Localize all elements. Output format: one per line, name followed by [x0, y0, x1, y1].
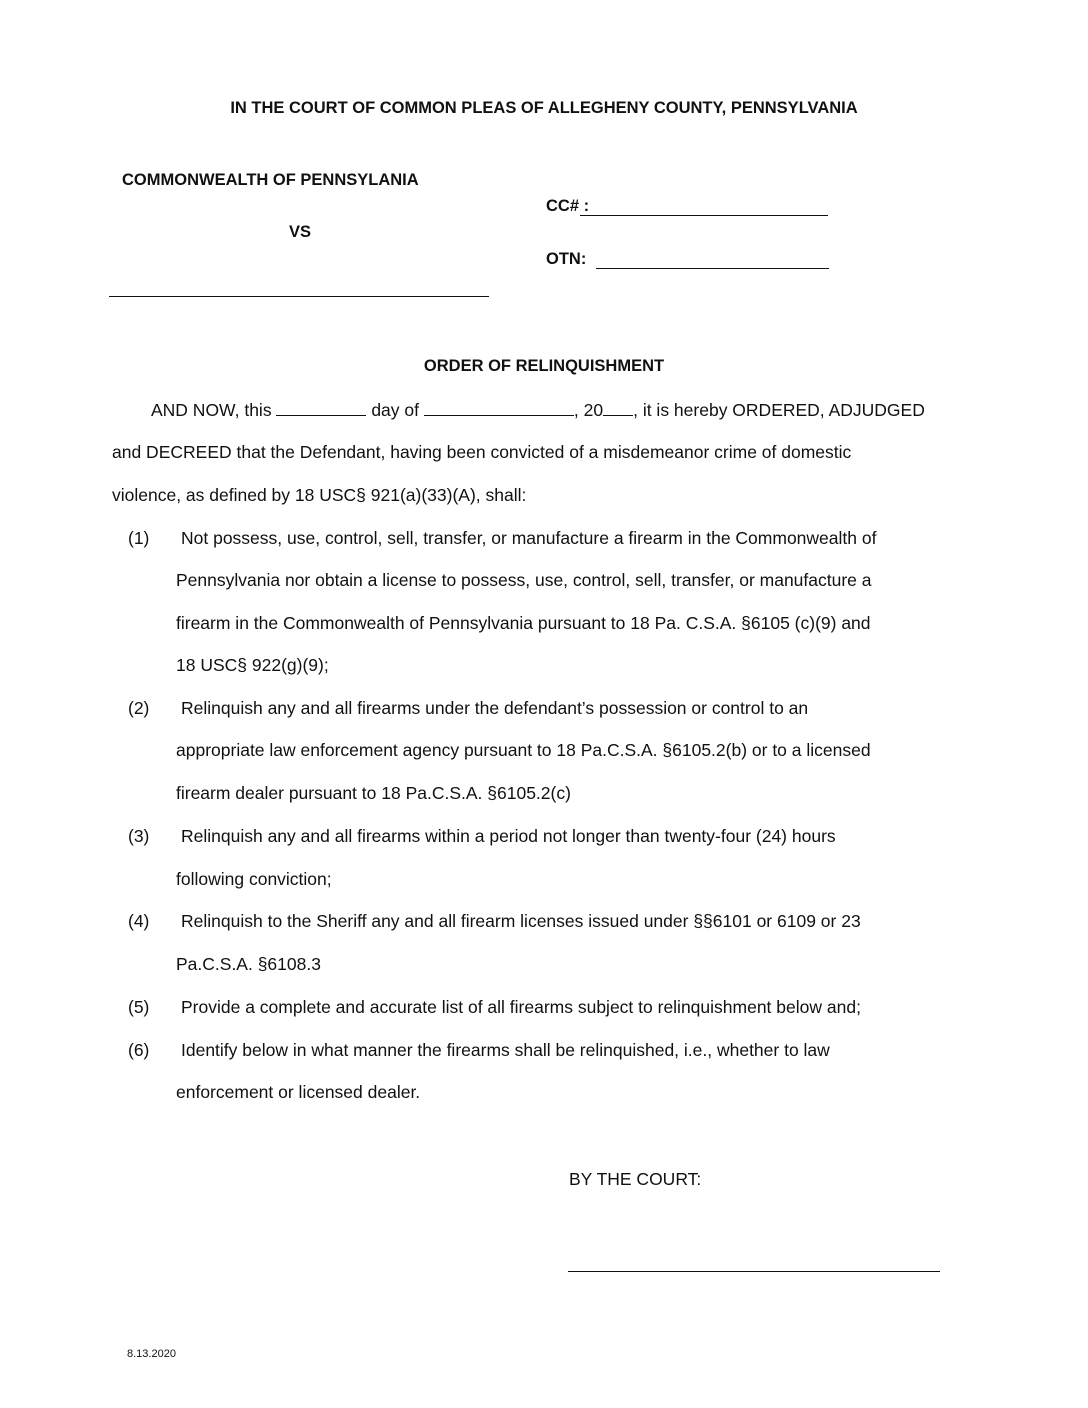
intro-text-and-now: AND NOW, this — [151, 400, 272, 420]
year-field[interactable] — [603, 401, 633, 416]
item-1-line-2: Pennsylvania nor obtain a license to possess, use, control, sell, transfer, or manufacture a — [176, 570, 872, 590]
item-5-line-1: Provide a complete and accurate list of all firearms subject to relinquishment below and; — [181, 997, 861, 1017]
intro-text-day-of: day of — [371, 400, 420, 420]
defendant-name-field[interactable] — [109, 296, 489, 297]
item-4-line-1: Relinquish to the Sheriff any and all firearm licenses issued under §§6101 or 6109 or 23 — [181, 911, 861, 931]
item-3-line-1: Relinquish any and all firearms within a period not longer than twenty-four (24) hours — [181, 826, 836, 846]
by-the-court-label: BY THE COURT: — [569, 1169, 702, 1189]
item-2-line-2: appropriate law enforcement agency pursuant to 18 Pa.C.S.A. §6105.2(b) or to a licensed — [176, 740, 871, 760]
intro-line-2: and DECREED that the Defendant, having been convicted of a misdemeanor crime of domestic — [112, 442, 852, 462]
item-2-line-3: firearm dealer pursuant to 18 Pa.C.S.A. §6105.2(c) — [176, 783, 571, 803]
court-title: IN THE COURT OF COMMON PLEAS OF ALLEGHENY COUNTY, PENNSYLVANIA — [230, 99, 858, 117]
judge-signature-field[interactable] — [568, 1271, 940, 1272]
otn-field[interactable] — [596, 268, 829, 269]
item-3-number: (3) — [128, 826, 150, 846]
item-1-line-1: Not possess, use, control, sell, transfer, or manufacture a firearm in the Commonwealth of — [181, 528, 877, 548]
item-1-number: (1) — [128, 528, 150, 548]
item-6-line-2: enforcement or licensed dealer. — [176, 1082, 421, 1102]
otn-label: OTN: — [546, 250, 587, 268]
item-2-line-1: Relinquish any and all firearms under the defendant’s possession or control to an — [181, 698, 809, 718]
intro-text-year-prefix: , 20 — [573, 400, 604, 420]
item-5-number: (5) — [128, 997, 150, 1017]
plaintiff-name: COMMONWEALTH OF PENNSYLANIA — [122, 171, 419, 189]
versus-label: VS — [289, 223, 312, 241]
item-3-line-2: following conviction; — [176, 869, 332, 889]
item-1-line-4: 18 USC§ 922(g)(9); — [176, 655, 329, 675]
item-1-line-3: firearm in the Commonwealth of Pennsylvania pursuant to 18 Pa. C.S.A. §6105 (c)(9) and — [176, 613, 871, 633]
item-4-number: (4) — [128, 911, 150, 931]
intro-line-1 — [151, 400, 925, 421]
item-4-line-2: Pa.C.S.A. §6108.3 — [176, 954, 321, 974]
day-field[interactable] — [276, 401, 366, 416]
month-field[interactable] — [424, 401, 574, 416]
item-6-line-1: Identify below in what manner the firearms shall be relinquished, i.e., whether to law — [181, 1040, 830, 1060]
cc-number-field[interactable] — [580, 215, 828, 216]
cc-number-label: CC# : — [546, 197, 590, 215]
form-date-code: 8.13.2020 — [127, 1348, 176, 1360]
item-6-number: (6) — [128, 1040, 150, 1060]
intro-text-ordered: , it is hereby ORDERED, ADJUDGED — [633, 400, 925, 420]
intro-line-3: violence, as defined by 18 USC§ 921(a)(33)(A), shall: — [112, 485, 527, 505]
item-2-number: (2) — [128, 698, 150, 718]
order-title: ORDER OF RELINQUISHMENT — [423, 357, 665, 375]
